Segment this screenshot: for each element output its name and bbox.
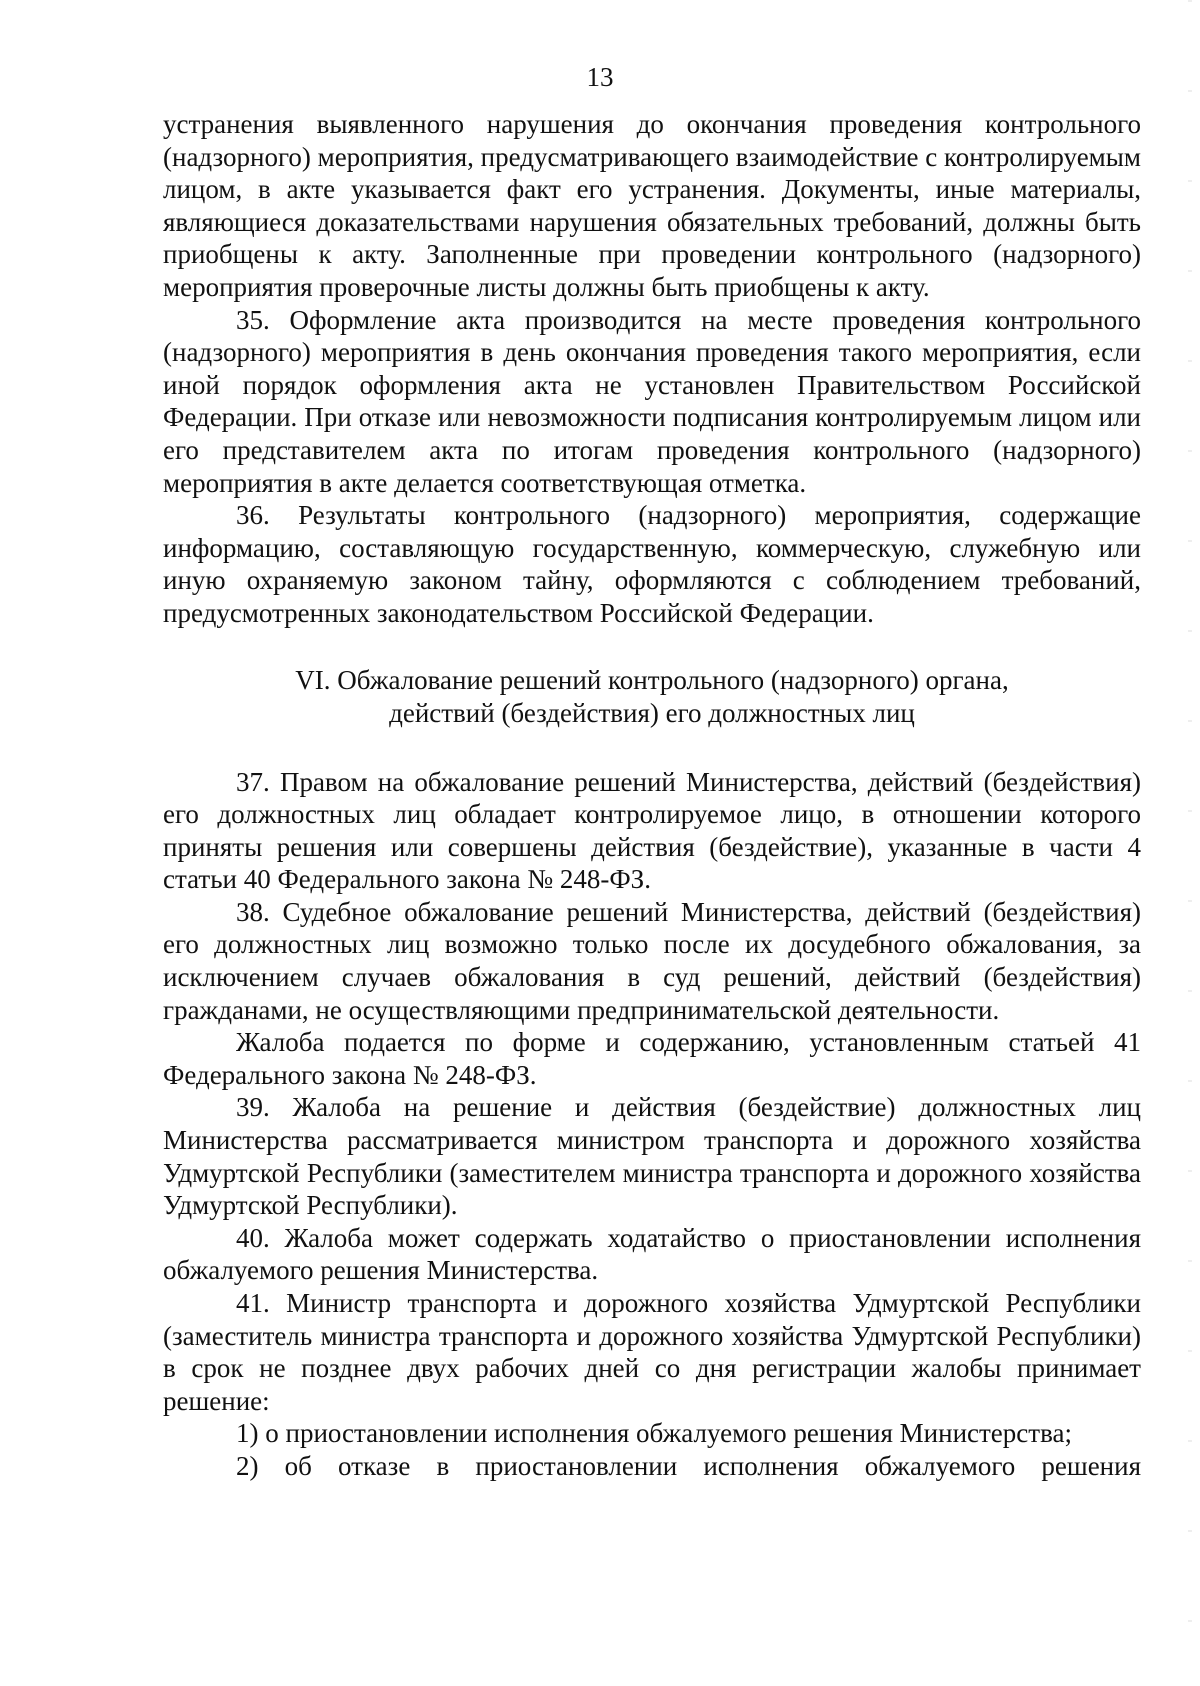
- section-heading: [163, 664, 1141, 730]
- paragraph-35: 35. Оформление акта производится на месте проведения контрольного (надзорного) мероприятия в день окончания проведения такого мероприятия, если иной порядок оформления акта не установлен Правительством Российской Федерации. При отказе или невозможности подписания контролируемым лицом или его представителем акта по итогам проведения контрольного (надзорного) мероприятия в акте делается соответствующая отметка.: [163, 304, 1141, 498]
- list-item-2: 2) об отказе в приостановлении исполнения обжалуемого решения: [236, 1450, 1141, 1481]
- paragraph-40: 40. Жалоба может содержать ходатайство о приостановлении исполнения обжалуемого решения Министерства.: [163, 1222, 1141, 1286]
- paragraph-36: 36. Результаты контрольного (надзорного) мероприятия, содержащие информацию, составляющую государственную, коммерческую, служебную или иную охраняемую законом тайну, оформляются с соблюдением требований, предусмотренных законодательством Российской Федерации.: [163, 500, 1141, 628]
- paragraph-38: 38. Судебное обжалование решений Министерства, действий (бездействия) его должностных лиц возможно только после их досудебного обжалования, за исключением случаев обжалования в суд решений, действий (бездействия) гражданами, не осуществляющими предпринимательской деятельности.: [163, 896, 1141, 1025]
- paragraph-38-complaint-form: Жалоба подается по форме и содержанию, установленным статьей 41 Федерального закона № 248-ФЗ.: [163, 1027, 1141, 1090]
- paragraph-37: 37. Правом на обжалование решений Министерства, действий (бездействия) его должностных лиц обладает контролируемое лицо, в отношении которого приняты решения или совершены действия (бездействие), указанные в части 4 статьи 40 Федерального закона № 248-ФЗ.: [163, 766, 1141, 895]
- page-number: 13: [586, 62, 614, 92]
- paragraph-41: 41. Министр транспорта и дорожного хозяйства Удмуртской Республики (заместитель министра транспорта и дорожного хозяйства Удмуртской Республики) в срок не позднее двух рабочих дней со дня регистрации жалобы принимает решение:: [163, 1288, 1141, 1416]
- list-item-1: 1) о приостановлении исполнения обжалуемого решения Министерства;: [236, 1418, 1072, 1449]
- paragraph-39: 39. Жалоба на решение и действия (бездействие) должностных лиц Министерства рассматривается министром транспорта и дорожного хозяйства Удмуртской Республики (заместителем министра транспорта и дорожного хозяйства Удмуртской Республики).: [163, 1092, 1141, 1221]
- paragraph-continuation: устранения выявленного нарушения до окончания проведения контрольного (надзорного) мероприятия, предусматривающего взаимодействие с контролируемым лицом, в акте указывается факт его устранения. Документы, иные материалы, являющиеся доказательствами нарушения обязательных требований, должны быть приобщены к акту. Заполненные при проведении контрольного (надзорного) мероприятия проверочные листы должны быть приобщены к акту.: [163, 109, 1141, 302]
- section-heading-line-1: VI. Обжалование решений контрольного (надзорного) органа,: [295, 664, 1009, 695]
- document-body: [163, 108, 1141, 1483]
- scan-edge-marks: [1188, 0, 1192, 1686]
- section-heading-line-2: действий (бездействия) его должностных лиц: [389, 697, 915, 728]
